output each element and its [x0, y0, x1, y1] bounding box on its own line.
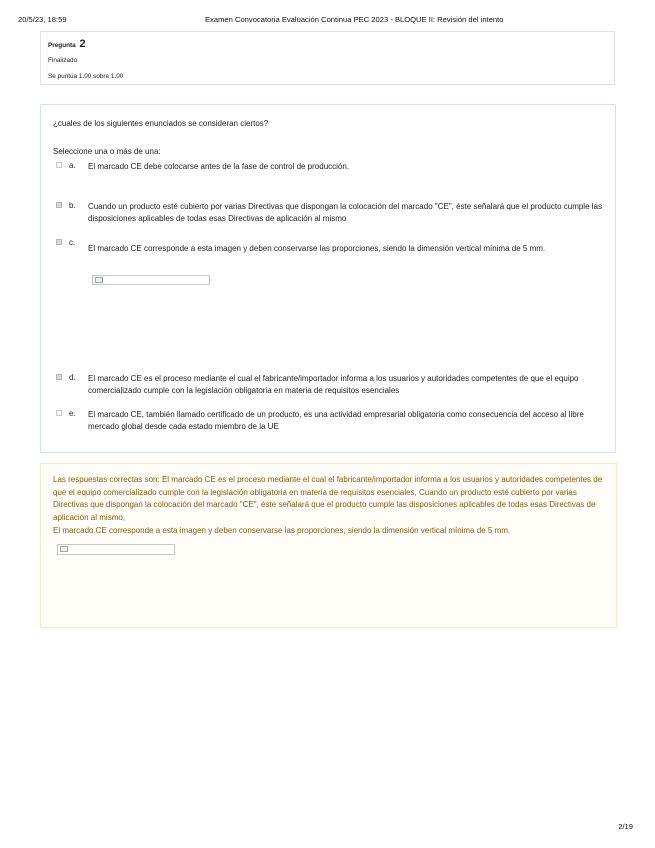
print-header	[0, 0, 655, 28]
print-document-title: Examen Convocatoria Evaluación Continua PEC 2023 - BLOQUE II: Revisión del intento	[205, 15, 504, 24]
answer-text: El marcado CE, también llamado certificado de un producto, es una actividad empresarial obligatoria como consecuencia del acceso al libre mercado global desde cada estado miembro de la UE	[88, 410, 584, 431]
answer-letter: a.	[69, 161, 76, 170]
broken-image-icon	[95, 277, 103, 283]
answer-checkbox-e[interactable]	[56, 410, 62, 416]
answer-letter: d.	[69, 373, 76, 382]
answer-text: El marcado CE corresponde a esta imagen y deben conservarse las proporciones, siendo la dimensión vertical mínima de 5 mm.	[88, 244, 546, 253]
feedback-box	[40, 463, 617, 628]
question-formulation	[40, 104, 616, 453]
question-state: Finalizado	[48, 57, 78, 64]
right-answer-text	[53, 474, 609, 538]
right-answer-line-2: El marcado CE corresponde a esta imagen y deben conservarse las proporciones, siendo la dimensión vertical mínima de 5 mm.	[53, 525, 511, 535]
answer-checkbox-c[interactable]	[56, 239, 62, 245]
question-label: Pregunta	[48, 42, 76, 49]
ce-mark-image-placeholder	[92, 275, 210, 285]
answer-checkbox-d[interactable]	[56, 374, 62, 380]
answer-prompt: Seleccione una o más de una:	[53, 147, 161, 156]
question-info-box	[40, 31, 615, 85]
answer-text: El marcado CE es el proceso mediante el cual el fabricante/importador informa a los usuarios y autoridades competentes de que el equipo comercializado cumple con la legislación obligatoria en materia de requisitos esenciales	[88, 374, 579, 395]
broken-image-icon	[60, 546, 68, 552]
question-number-heading	[48, 38, 86, 50]
question-grade: Se puntúa 1.00 sobre 1.00	[48, 73, 124, 80]
page-number: 2/19	[618, 822, 633, 831]
answer-letter: e.	[69, 409, 76, 418]
ce-mark-image-placeholder-feedback	[57, 544, 175, 555]
answer-letter: c.	[69, 238, 76, 247]
question-text: ¿cuales de los siguientes enunciados se consideran ciertos?	[53, 119, 269, 128]
right-answer-line-1: Las respuestas correctas son: El marcado CE es el proceso mediante el cual el fabricante/importador informa a los usuarios y autoridades competentes de que el equipo comercializado cumple con la legislación obligatoria en materia de requisitos esenciales, Cuando un producto esté cubierto por varias Directivas que dispongan la colocación del marcado "CE", éste señalará que el producto cumple las disposiciones aplicables de todas esas Directivas de aplicación al mismo,	[53, 475, 603, 523]
print-datetime: 20/5/23, 18:59	[18, 15, 67, 24]
answer-text: Cuando un producto esté cubierto por varias Directivas que dispongan la colocación del marcado "CE", éste señalará que el producto cumple las disposiciones aplicables de todas esas Directivas de aplicación al mismo	[88, 202, 602, 223]
question-number: 2	[79, 38, 86, 50]
answer-text: El marcado CE debe colocarse antes de la fase de control de producción.	[88, 162, 350, 171]
answer-checkbox-b[interactable]	[56, 202, 62, 208]
answer-letter: b.	[69, 201, 76, 210]
answer-checkbox-a[interactable]	[56, 162, 62, 168]
